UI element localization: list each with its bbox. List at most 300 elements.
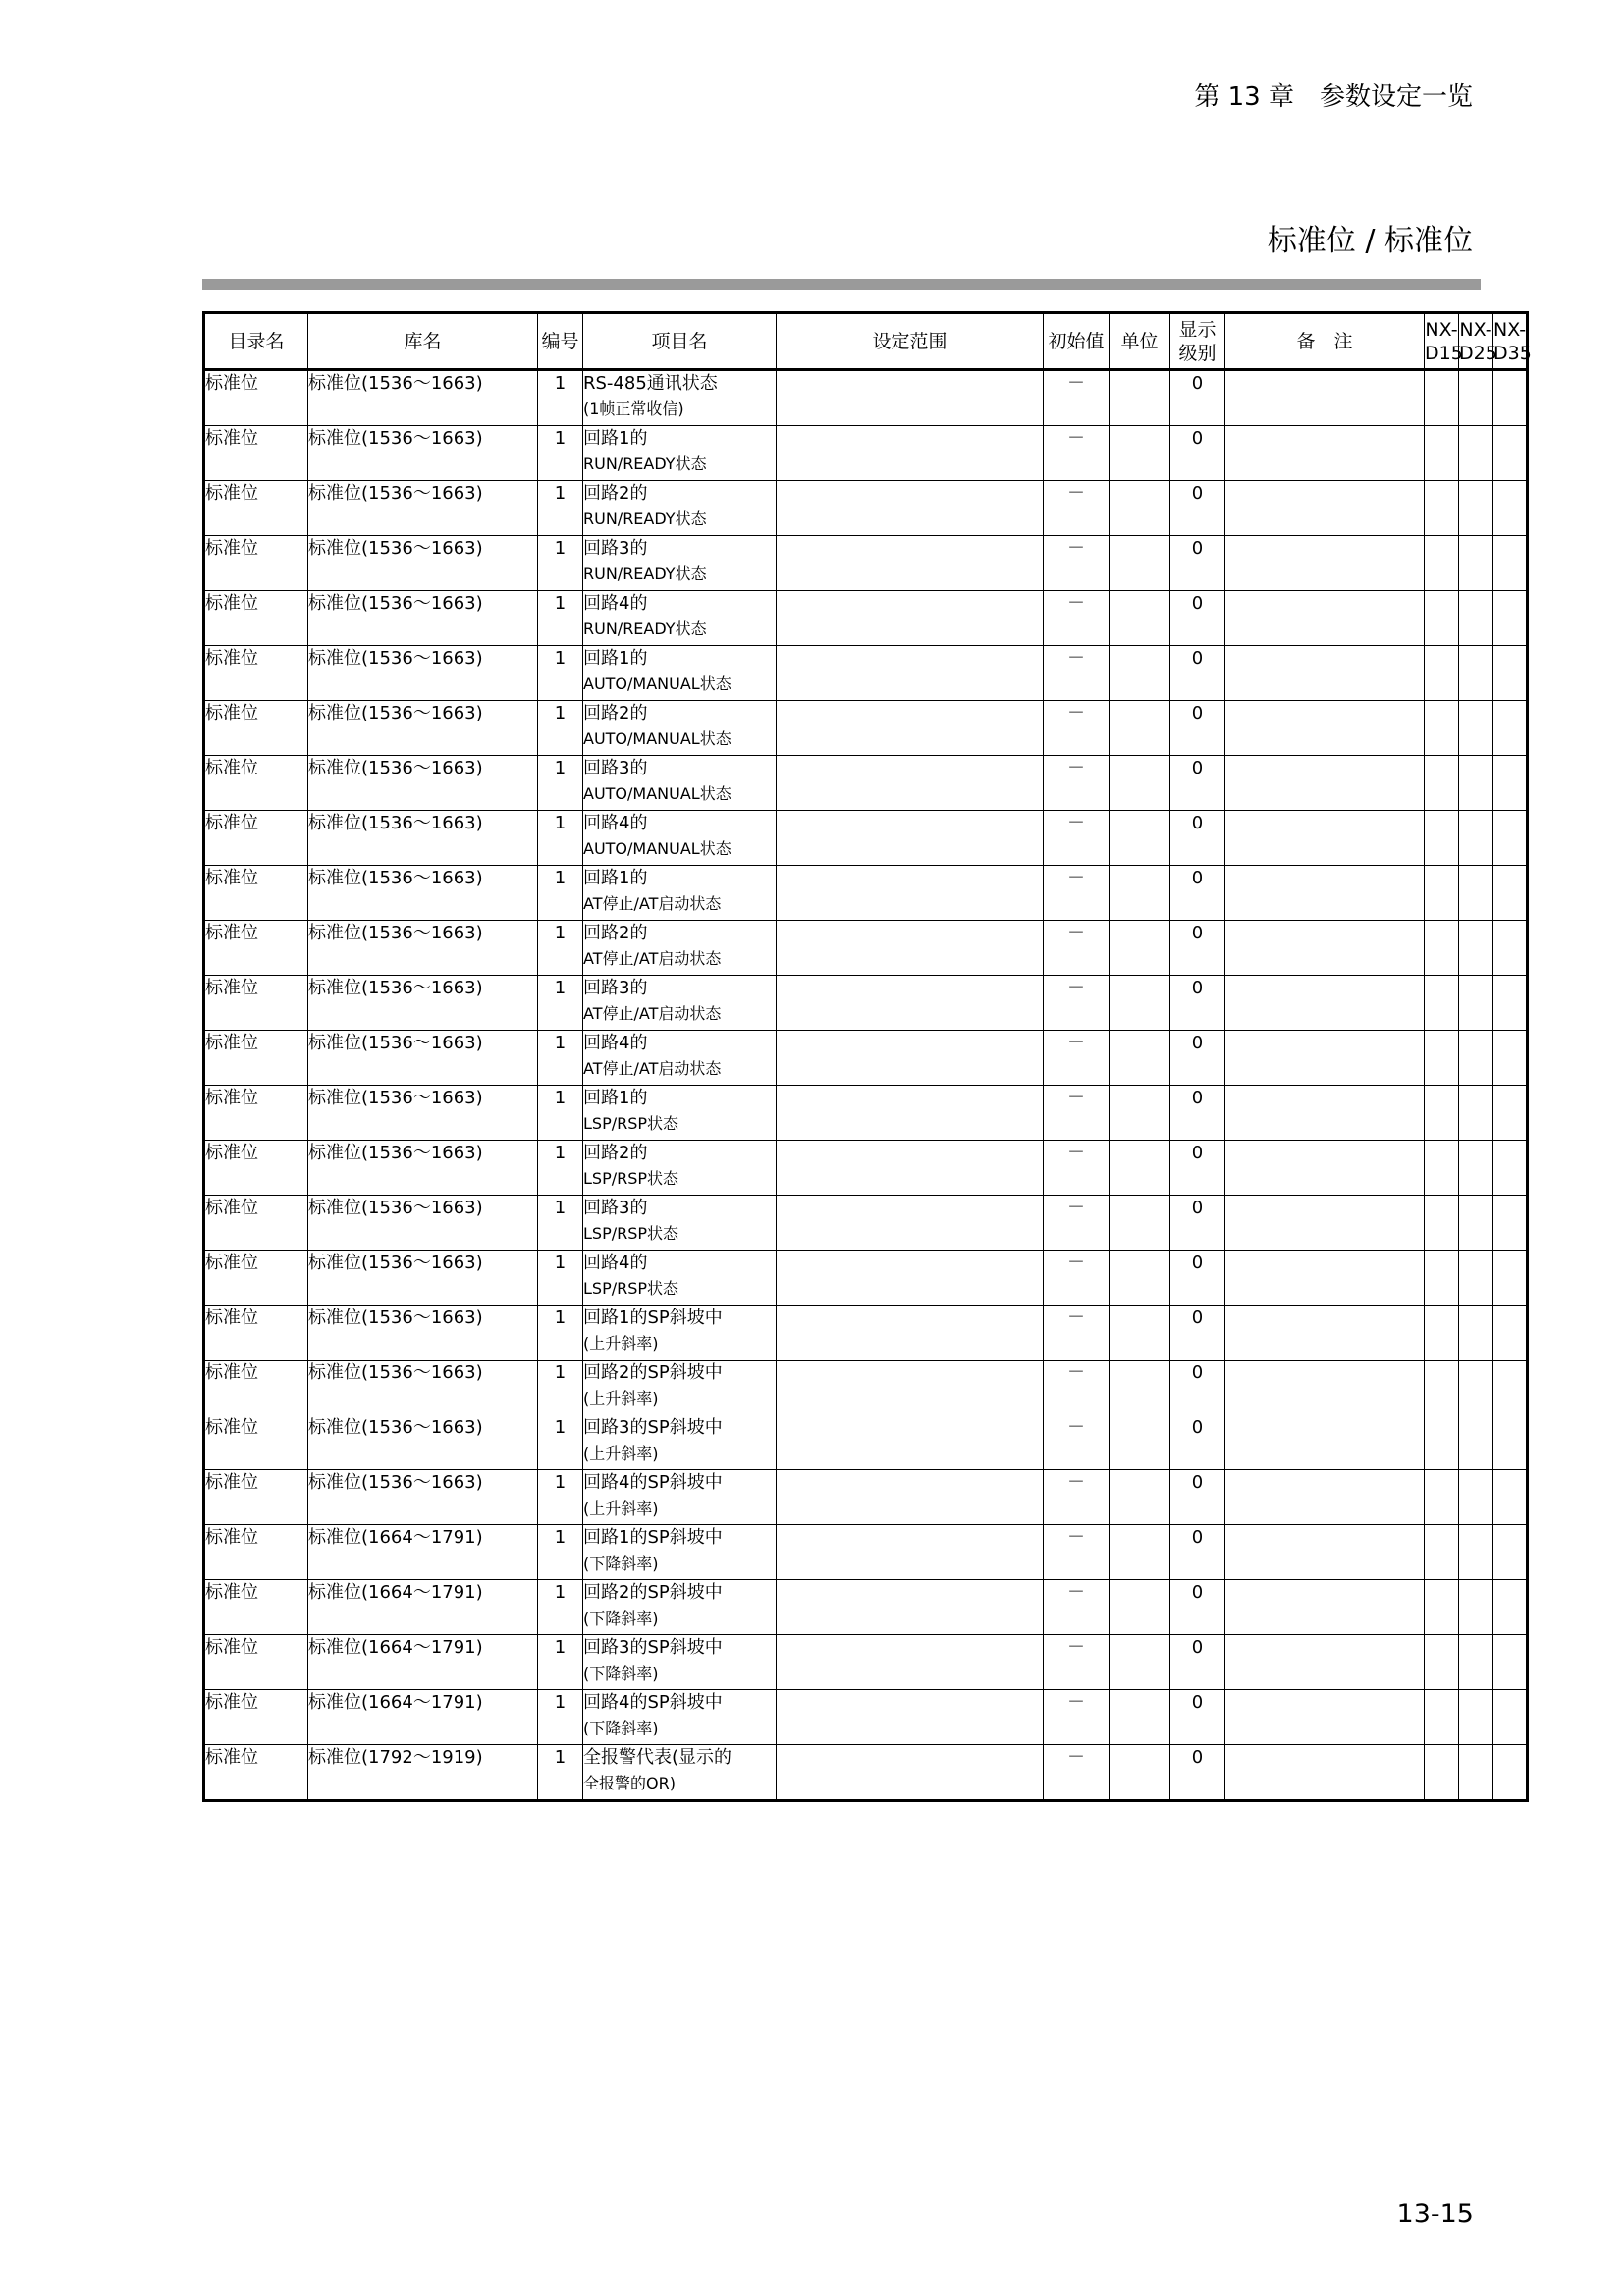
item-name-line2: AUTO/MANUAL状态 bbox=[583, 784, 731, 803]
cell-range bbox=[777, 426, 1044, 481]
cell-unit bbox=[1110, 1745, 1170, 1801]
table-row bbox=[204, 426, 1528, 481]
col-header-item: 项目名 bbox=[583, 313, 777, 370]
cell-unit bbox=[1110, 921, 1170, 976]
cell-init: － bbox=[1044, 426, 1110, 481]
cell-item bbox=[583, 426, 777, 481]
cell-level: 0 bbox=[1170, 811, 1225, 866]
cell-nx-d15 bbox=[1425, 1635, 1459, 1690]
cell-nx-d25 bbox=[1459, 1306, 1493, 1361]
cell-range bbox=[777, 1580, 1044, 1635]
cell-unit bbox=[1110, 1251, 1170, 1306]
table-row bbox=[204, 1580, 1528, 1635]
cell-init: － bbox=[1044, 811, 1110, 866]
cell-no: 1 bbox=[538, 1690, 583, 1745]
cell-no: 1 bbox=[538, 701, 583, 756]
cell-lib: 标准位(1536～1663) bbox=[308, 426, 538, 481]
item-name-line2: AUTO/MANUAL状态 bbox=[583, 729, 731, 748]
cell-range bbox=[777, 1141, 1044, 1196]
item-name-line1: 回路4的 bbox=[583, 593, 648, 614]
cell-nx-d25 bbox=[1459, 1690, 1493, 1745]
cell-nx-d25 bbox=[1459, 1251, 1493, 1306]
cell-range bbox=[777, 591, 1044, 646]
cell-note bbox=[1225, 1196, 1425, 1251]
item-name-line1: 回路1的 bbox=[583, 868, 648, 888]
item-name-line2: AUTO/MANUAL状态 bbox=[583, 839, 731, 858]
item-name-line2: (1帧正常收信) bbox=[583, 400, 684, 418]
cell-nx-d35 bbox=[1493, 1031, 1528, 1086]
cell-init: － bbox=[1044, 1415, 1110, 1470]
cell-unit bbox=[1110, 1306, 1170, 1361]
cell-lib: 标准位(1536～1663) bbox=[308, 1031, 538, 1086]
cell-nx-d35 bbox=[1493, 1196, 1528, 1251]
cell-nx-d35 bbox=[1493, 811, 1528, 866]
item-name-line2: AT停止/AT启动状态 bbox=[583, 1004, 722, 1023]
col-header-note: 备 注 bbox=[1225, 313, 1425, 370]
cell-init: － bbox=[1044, 921, 1110, 976]
cell-item bbox=[583, 1196, 777, 1251]
cell-lib: 标准位(1792～1919) bbox=[308, 1745, 538, 1801]
table-row bbox=[204, 1141, 1528, 1196]
cell-no: 1 bbox=[538, 1196, 583, 1251]
page-number: 13-15 bbox=[1396, 2199, 1474, 2229]
item-name-line2: RUN/READY状态 bbox=[583, 564, 707, 583]
cell-lib: 标准位(1536～1663) bbox=[308, 536, 538, 591]
cell-nx-d25 bbox=[1459, 1086, 1493, 1141]
cell-range bbox=[777, 370, 1044, 426]
cell-dir: 标准位 bbox=[204, 1086, 308, 1141]
cell-no: 1 bbox=[538, 1031, 583, 1086]
cell-nx-d15 bbox=[1425, 976, 1459, 1031]
cell-no: 1 bbox=[538, 1141, 583, 1196]
table-row bbox=[204, 591, 1528, 646]
cell-dir: 标准位 bbox=[204, 976, 308, 1031]
table-row bbox=[204, 1470, 1528, 1525]
item-name-line1: 回路2的SP斜坡中 bbox=[583, 1362, 723, 1383]
cell-init: － bbox=[1044, 1086, 1110, 1141]
cell-nx-d15 bbox=[1425, 1031, 1459, 1086]
cell-range bbox=[777, 1031, 1044, 1086]
cell-nx-d35 bbox=[1493, 481, 1528, 536]
cell-lib: 标准位(1536～1663) bbox=[308, 1470, 538, 1525]
col-header-range: 设定范围 bbox=[777, 313, 1044, 370]
cell-dir: 标准位 bbox=[204, 1580, 308, 1635]
cell-nx-d15 bbox=[1425, 1141, 1459, 1196]
cell-dir: 标准位 bbox=[204, 591, 308, 646]
cell-lib: 标准位(1664～1791) bbox=[308, 1690, 538, 1745]
cell-note bbox=[1225, 1031, 1425, 1086]
cell-note bbox=[1225, 646, 1425, 701]
cell-range bbox=[777, 1086, 1044, 1141]
col-header-nx-d35: NX-D35 bbox=[1493, 313, 1528, 370]
cell-note bbox=[1225, 1361, 1425, 1415]
table-row bbox=[204, 1361, 1528, 1415]
cell-nx-d25 bbox=[1459, 1525, 1493, 1580]
cell-nx-d35 bbox=[1493, 591, 1528, 646]
cell-range bbox=[777, 921, 1044, 976]
cell-no: 1 bbox=[538, 1086, 583, 1141]
item-name-line1: 回路1的SP斜坡中 bbox=[583, 1308, 723, 1328]
item-name-line1: RS-485通讯状态 bbox=[583, 373, 718, 394]
cell-no: 1 bbox=[538, 370, 583, 426]
cell-dir: 标准位 bbox=[204, 1361, 308, 1415]
item-name-line1: 回路2的 bbox=[583, 483, 648, 504]
chapter-title: 参数设定一览 bbox=[1319, 82, 1473, 112]
cell-unit bbox=[1110, 1690, 1170, 1745]
cell-note bbox=[1225, 1580, 1425, 1635]
item-name-line2: LSP/RSP状态 bbox=[583, 1224, 679, 1243]
cell-nx-d25 bbox=[1459, 536, 1493, 591]
cell-level: 0 bbox=[1170, 976, 1225, 1031]
cell-nx-d25 bbox=[1459, 976, 1493, 1031]
cell-lib: 标准位(1664～1791) bbox=[308, 1580, 538, 1635]
cell-init: － bbox=[1044, 866, 1110, 921]
table-row bbox=[204, 646, 1528, 701]
item-name-line1: 回路1的 bbox=[583, 428, 648, 449]
cell-lib: 标准位(1664～1791) bbox=[308, 1525, 538, 1580]
cell-unit bbox=[1110, 1635, 1170, 1690]
cell-dir: 标准位 bbox=[204, 1525, 308, 1580]
cell-range bbox=[777, 1196, 1044, 1251]
cell-level: 0 bbox=[1170, 1690, 1225, 1745]
cell-level: 0 bbox=[1170, 701, 1225, 756]
cell-note bbox=[1225, 756, 1425, 811]
cell-level: 0 bbox=[1170, 1361, 1225, 1415]
cell-nx-d15 bbox=[1425, 591, 1459, 646]
cell-unit bbox=[1110, 1031, 1170, 1086]
cell-init: － bbox=[1044, 536, 1110, 591]
table-row bbox=[204, 1690, 1528, 1745]
cell-nx-d35 bbox=[1493, 370, 1528, 426]
item-name-line1: 全报警代表(显示的 bbox=[583, 1747, 732, 1768]
cell-init: － bbox=[1044, 1306, 1110, 1361]
cell-nx-d15 bbox=[1425, 370, 1459, 426]
cell-no: 1 bbox=[538, 866, 583, 921]
cell-dir: 标准位 bbox=[204, 481, 308, 536]
cell-range bbox=[777, 1470, 1044, 1525]
cell-init: － bbox=[1044, 1361, 1110, 1415]
item-name-line2: AT停止/AT启动状态 bbox=[583, 949, 722, 968]
cell-nx-d15 bbox=[1425, 1196, 1459, 1251]
cell-dir: 标准位 bbox=[204, 1690, 308, 1745]
cell-nx-d25 bbox=[1459, 756, 1493, 811]
cell-range bbox=[777, 1361, 1044, 1415]
table-row bbox=[204, 976, 1528, 1031]
cell-no: 1 bbox=[538, 426, 583, 481]
cell-dir: 标准位 bbox=[204, 1470, 308, 1525]
table-row bbox=[204, 1251, 1528, 1306]
cell-item bbox=[583, 1361, 777, 1415]
cell-no: 1 bbox=[538, 811, 583, 866]
cell-unit bbox=[1110, 1196, 1170, 1251]
cell-level: 0 bbox=[1170, 756, 1225, 811]
cell-dir: 标准位 bbox=[204, 1196, 308, 1251]
item-name-line1: 回路3的 bbox=[583, 538, 648, 559]
col-header-unit: 单位 bbox=[1110, 313, 1170, 370]
cell-range bbox=[777, 1415, 1044, 1470]
cell-nx-d15 bbox=[1425, 921, 1459, 976]
cell-dir: 标准位 bbox=[204, 1251, 308, 1306]
item-name-line1: 回路4的SP斜坡中 bbox=[583, 1472, 723, 1493]
cell-note bbox=[1225, 921, 1425, 976]
cell-lib: 标准位(1536～1663) bbox=[308, 370, 538, 426]
cell-range bbox=[777, 701, 1044, 756]
cell-unit bbox=[1110, 426, 1170, 481]
cell-nx-d15 bbox=[1425, 1415, 1459, 1470]
cell-unit bbox=[1110, 811, 1170, 866]
cell-item bbox=[583, 1141, 777, 1196]
cell-lib: 标准位(1536～1663) bbox=[308, 646, 538, 701]
cell-no: 1 bbox=[538, 1580, 583, 1635]
cell-level: 0 bbox=[1170, 1306, 1225, 1361]
item-name-line1: 回路3的SP斜坡中 bbox=[583, 1417, 723, 1438]
cell-note bbox=[1225, 370, 1425, 426]
cell-init: － bbox=[1044, 1525, 1110, 1580]
item-name-line2: 全报警的OR) bbox=[583, 1774, 676, 1792]
cell-no: 1 bbox=[538, 1251, 583, 1306]
cell-no: 1 bbox=[538, 1361, 583, 1415]
cell-lib: 标准位(1536～1663) bbox=[308, 1251, 538, 1306]
cell-item bbox=[583, 481, 777, 536]
item-name-line1: 回路1的SP斜坡中 bbox=[583, 1527, 723, 1548]
item-name-line1: 回路4的 bbox=[583, 1033, 648, 1053]
cell-no: 1 bbox=[538, 1745, 583, 1801]
cell-unit bbox=[1110, 701, 1170, 756]
cell-item bbox=[583, 1635, 777, 1690]
cell-dir: 标准位 bbox=[204, 646, 308, 701]
cell-item bbox=[583, 1031, 777, 1086]
cell-dir: 标准位 bbox=[204, 811, 308, 866]
cell-item bbox=[583, 1525, 777, 1580]
cell-note bbox=[1225, 1306, 1425, 1361]
cell-dir: 标准位 bbox=[204, 701, 308, 756]
cell-note bbox=[1225, 1141, 1425, 1196]
cell-nx-d35 bbox=[1493, 1470, 1528, 1525]
cell-level: 0 bbox=[1170, 1415, 1225, 1470]
cell-init: － bbox=[1044, 756, 1110, 811]
cell-dir: 标准位 bbox=[204, 866, 308, 921]
cell-nx-d35 bbox=[1493, 756, 1528, 811]
cell-lib: 标准位(1536～1663) bbox=[308, 756, 538, 811]
cell-range bbox=[777, 1306, 1044, 1361]
cell-nx-d15 bbox=[1425, 536, 1459, 591]
cell-nx-d35 bbox=[1493, 536, 1528, 591]
table-row bbox=[204, 701, 1528, 756]
cell-nx-d25 bbox=[1459, 701, 1493, 756]
cell-dir: 标准位 bbox=[204, 1415, 308, 1470]
cell-nx-d15 bbox=[1425, 481, 1459, 536]
item-name-line1: 回路2的 bbox=[583, 703, 648, 723]
cell-unit bbox=[1110, 1580, 1170, 1635]
cell-nx-d25 bbox=[1459, 1635, 1493, 1690]
cell-level: 0 bbox=[1170, 426, 1225, 481]
cell-item bbox=[583, 1470, 777, 1525]
cell-range bbox=[777, 976, 1044, 1031]
cell-note bbox=[1225, 866, 1425, 921]
cell-note bbox=[1225, 1525, 1425, 1580]
item-name-line1: 回路3的SP斜坡中 bbox=[583, 1637, 723, 1658]
cell-note bbox=[1225, 591, 1425, 646]
item-name-line2: LSP/RSP状态 bbox=[583, 1279, 679, 1298]
cell-level: 0 bbox=[1170, 1580, 1225, 1635]
table-header-row bbox=[204, 313, 1528, 370]
cell-nx-d25 bbox=[1459, 1580, 1493, 1635]
cell-no: 1 bbox=[538, 591, 583, 646]
cell-unit bbox=[1110, 1086, 1170, 1141]
cell-no: 1 bbox=[538, 1470, 583, 1525]
cell-init: － bbox=[1044, 591, 1110, 646]
cell-note bbox=[1225, 1470, 1425, 1525]
cell-no: 1 bbox=[538, 1525, 583, 1580]
cell-range bbox=[777, 646, 1044, 701]
cell-item bbox=[583, 1745, 777, 1801]
cell-nx-d35 bbox=[1493, 1306, 1528, 1361]
cell-nx-d15 bbox=[1425, 1251, 1459, 1306]
cell-init: － bbox=[1044, 1251, 1110, 1306]
cell-level: 0 bbox=[1170, 1086, 1225, 1141]
cell-lib: 标准位(1536～1663) bbox=[308, 1306, 538, 1361]
cell-init: － bbox=[1044, 1031, 1110, 1086]
cell-range bbox=[777, 1251, 1044, 1306]
cell-level: 0 bbox=[1170, 921, 1225, 976]
item-name-line1: 回路3的 bbox=[583, 978, 648, 998]
cell-item bbox=[583, 701, 777, 756]
cell-no: 1 bbox=[538, 1635, 583, 1690]
table-row bbox=[204, 756, 1528, 811]
parameter-table bbox=[202, 311, 1532, 1802]
cell-note bbox=[1225, 811, 1425, 866]
cell-lib: 标准位(1536～1663) bbox=[308, 1086, 538, 1141]
cell-level: 0 bbox=[1170, 536, 1225, 591]
cell-nx-d35 bbox=[1493, 1141, 1528, 1196]
cell-nx-d35 bbox=[1493, 866, 1528, 921]
cell-nx-d25 bbox=[1459, 426, 1493, 481]
header-divider bbox=[202, 279, 1481, 290]
cell-dir: 标准位 bbox=[204, 370, 308, 426]
cell-unit bbox=[1110, 1470, 1170, 1525]
cell-level: 0 bbox=[1170, 1745, 1225, 1801]
cell-lib: 标准位(1536～1663) bbox=[308, 976, 538, 1031]
cell-unit bbox=[1110, 370, 1170, 426]
cell-level: 0 bbox=[1170, 591, 1225, 646]
item-name-line2: RUN/READY状态 bbox=[583, 509, 707, 528]
item-name-line2: (下降斜率) bbox=[583, 1664, 659, 1682]
cell-note bbox=[1225, 426, 1425, 481]
cell-note bbox=[1225, 1251, 1425, 1306]
cell-dir: 标准位 bbox=[204, 1031, 308, 1086]
item-name-line2: (上升斜率) bbox=[583, 1389, 659, 1408]
cell-dir: 标准位 bbox=[204, 536, 308, 591]
cell-item bbox=[583, 811, 777, 866]
cell-nx-d15 bbox=[1425, 1361, 1459, 1415]
cell-nx-d15 bbox=[1425, 646, 1459, 701]
cell-nx-d15 bbox=[1425, 1470, 1459, 1525]
table-row bbox=[204, 1031, 1528, 1086]
cell-range bbox=[777, 481, 1044, 536]
cell-range bbox=[777, 536, 1044, 591]
item-name-line2: LSP/RSP状态 bbox=[583, 1114, 679, 1133]
cell-level: 0 bbox=[1170, 1196, 1225, 1251]
cell-nx-d25 bbox=[1459, 370, 1493, 426]
cell-item bbox=[583, 1415, 777, 1470]
cell-nx-d25 bbox=[1459, 811, 1493, 866]
cell-nx-d25 bbox=[1459, 1415, 1493, 1470]
cell-nx-d35 bbox=[1493, 1415, 1528, 1470]
table-row bbox=[204, 1306, 1528, 1361]
item-name-line2: LSP/RSP状态 bbox=[583, 1169, 679, 1188]
cell-no: 1 bbox=[538, 646, 583, 701]
item-name-line2: (下降斜率) bbox=[583, 1609, 659, 1628]
cell-unit bbox=[1110, 1361, 1170, 1415]
section-title: 标准位 / 标准位 bbox=[1267, 224, 1473, 258]
item-name-line1: 回路3的 bbox=[583, 758, 648, 778]
item-name-line1: 回路4的 bbox=[583, 813, 648, 833]
cell-init: － bbox=[1044, 1470, 1110, 1525]
table-row bbox=[204, 1415, 1528, 1470]
cell-lib: 标准位(1536～1663) bbox=[308, 1361, 538, 1415]
cell-init: － bbox=[1044, 1635, 1110, 1690]
cell-dir: 标准位 bbox=[204, 1306, 308, 1361]
cell-nx-d15 bbox=[1425, 1306, 1459, 1361]
cell-nx-d35 bbox=[1493, 426, 1528, 481]
cell-init: － bbox=[1044, 1196, 1110, 1251]
cell-note bbox=[1225, 536, 1425, 591]
cell-nx-d25 bbox=[1459, 591, 1493, 646]
table-row bbox=[204, 1196, 1528, 1251]
cell-nx-d35 bbox=[1493, 1635, 1528, 1690]
cell-item bbox=[583, 591, 777, 646]
item-name-line1: 回路2的 bbox=[583, 923, 648, 943]
cell-no: 1 bbox=[538, 1415, 583, 1470]
table-row bbox=[204, 1745, 1528, 1801]
item-name-line2: RUN/READY状态 bbox=[583, 454, 707, 473]
cell-note bbox=[1225, 1415, 1425, 1470]
item-name-line1: 回路4的 bbox=[583, 1253, 648, 1273]
item-name-line2: RUN/READY状态 bbox=[583, 619, 707, 638]
cell-item bbox=[583, 1251, 777, 1306]
cell-nx-d15 bbox=[1425, 426, 1459, 481]
cell-unit bbox=[1110, 976, 1170, 1031]
table-row bbox=[204, 536, 1528, 591]
cell-nx-d15 bbox=[1425, 1690, 1459, 1745]
item-name-line2: AT停止/AT启动状态 bbox=[583, 1059, 722, 1078]
cell-range bbox=[777, 756, 1044, 811]
cell-lib: 标准位(1536～1663) bbox=[308, 701, 538, 756]
cell-nx-d35 bbox=[1493, 976, 1528, 1031]
cell-nx-d15 bbox=[1425, 1525, 1459, 1580]
cell-no: 1 bbox=[538, 536, 583, 591]
cell-item bbox=[583, 646, 777, 701]
col-header-nx-d15: NX-D15 bbox=[1425, 313, 1459, 370]
cell-unit bbox=[1110, 481, 1170, 536]
cell-item bbox=[583, 866, 777, 921]
cell-lib: 标准位(1536～1663) bbox=[308, 481, 538, 536]
cell-unit bbox=[1110, 756, 1170, 811]
cell-nx-d35 bbox=[1493, 1525, 1528, 1580]
cell-nx-d35 bbox=[1493, 1690, 1528, 1745]
cell-dir: 标准位 bbox=[204, 1745, 308, 1801]
cell-nx-d35 bbox=[1493, 701, 1528, 756]
cell-nx-d35 bbox=[1493, 1251, 1528, 1306]
cell-nx-d25 bbox=[1459, 646, 1493, 701]
cell-init: － bbox=[1044, 701, 1110, 756]
cell-level: 0 bbox=[1170, 481, 1225, 536]
cell-note bbox=[1225, 1635, 1425, 1690]
item-name-line1: 回路3的 bbox=[583, 1198, 648, 1218]
cell-nx-d25 bbox=[1459, 866, 1493, 921]
table-row bbox=[204, 811, 1528, 866]
cell-level: 0 bbox=[1170, 1635, 1225, 1690]
